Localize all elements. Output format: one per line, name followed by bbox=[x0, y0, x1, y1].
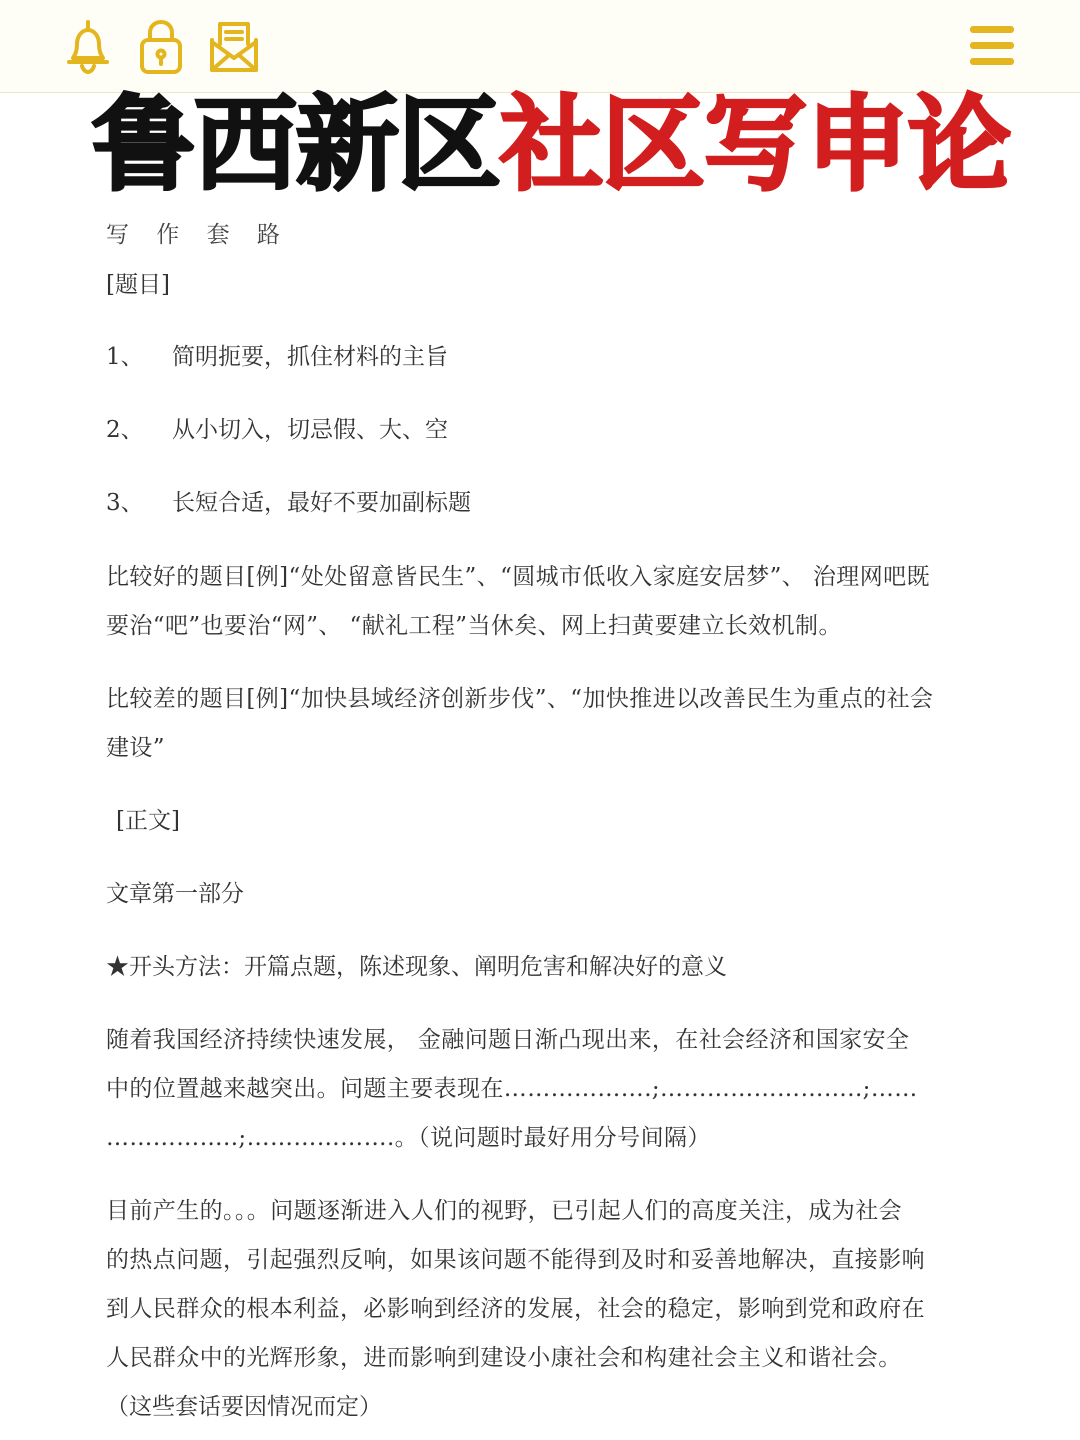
list-item-number: 2、 bbox=[106, 417, 144, 443]
section-title-body: [正文] bbox=[116, 808, 180, 834]
paragraph-line: 的热点问题，引起强烈反响，如果该问题不能得到及时和妥善地解决，直接影响 bbox=[106, 1247, 925, 1273]
mail-icon[interactable] bbox=[208, 18, 260, 74]
menu-icon[interactable] bbox=[970, 26, 1014, 66]
part-one-heading: 文章第一部分 bbox=[106, 881, 244, 907]
paragraph-line: 中的位置越来越突出。问题主要表现在……………….;……………………..;…… bbox=[106, 1076, 918, 1102]
title-black-part: 鲁西新区 bbox=[92, 85, 500, 205]
bad-examples-line: 建设” bbox=[106, 735, 165, 761]
opening-method: ★开头方法：开篇点题，陈述现象、阐明危害和解决好的意义 bbox=[106, 954, 727, 980]
paragraph-line: ……………..;……………….。（说问题时最好用分号间隔） bbox=[106, 1125, 711, 1151]
list-item-text: 长短合适，最好不要加副标题 bbox=[172, 490, 471, 516]
list-item-number: 3、 bbox=[106, 490, 144, 516]
paragraph-line: 随着我国经济持续快速发展， 金融问题日渐凸现出来，在社会经济和国家安全 bbox=[106, 1027, 910, 1053]
paragraph-line: 到人民群众的根本利益，必影响到经济的发展，社会的稳定，影响到党和政府在 bbox=[106, 1296, 925, 1322]
lock-icon[interactable] bbox=[137, 18, 185, 74]
paragraph-line: 目前产生的。。。问题逐渐进入人们的视野，已引起人们的高度关注，成为社会 bbox=[106, 1198, 902, 1224]
list-item-number: 1、 bbox=[106, 344, 144, 370]
bad-examples-line: 比较差的题目[例]“加快县域经济创新步伐”、“加快推进以改善民生为重点的社会 bbox=[106, 686, 934, 712]
section-title-topic: [题目] bbox=[106, 272, 170, 298]
good-examples-line: 要治“吧”也要治“网”、 “献礼工程”当休矣、网上扫黄要建立长效机制。 bbox=[106, 613, 842, 639]
list-item bbox=[106, 411, 448, 444]
list-item bbox=[106, 338, 448, 371]
page-title bbox=[92, 86, 1042, 204]
paragraph-line: 人民群众中的光辉形象，进而影响到建设小康社会和构建社会主义和谐社会。 bbox=[106, 1345, 902, 1371]
note-text: （这些套话要因情况而定） bbox=[106, 1394, 382, 1420]
list-item bbox=[106, 484, 471, 517]
top-bar bbox=[0, 0, 1080, 93]
title-red-part: 社区写申论 bbox=[500, 85, 1010, 205]
list-item-text: 从小切入，切忌假、大、空 bbox=[172, 417, 448, 443]
list-item-text: 简明扼要，抓住材料的主旨 bbox=[172, 344, 448, 370]
bell-icon[interactable] bbox=[64, 18, 112, 74]
good-examples-line: 比较好的题目[例]“处处留意皆民生”、“圆城市低收入家庭安居梦”、 治理网吧既 bbox=[106, 564, 930, 590]
doc-subtitle: 写 作 套 路 bbox=[106, 222, 290, 248]
